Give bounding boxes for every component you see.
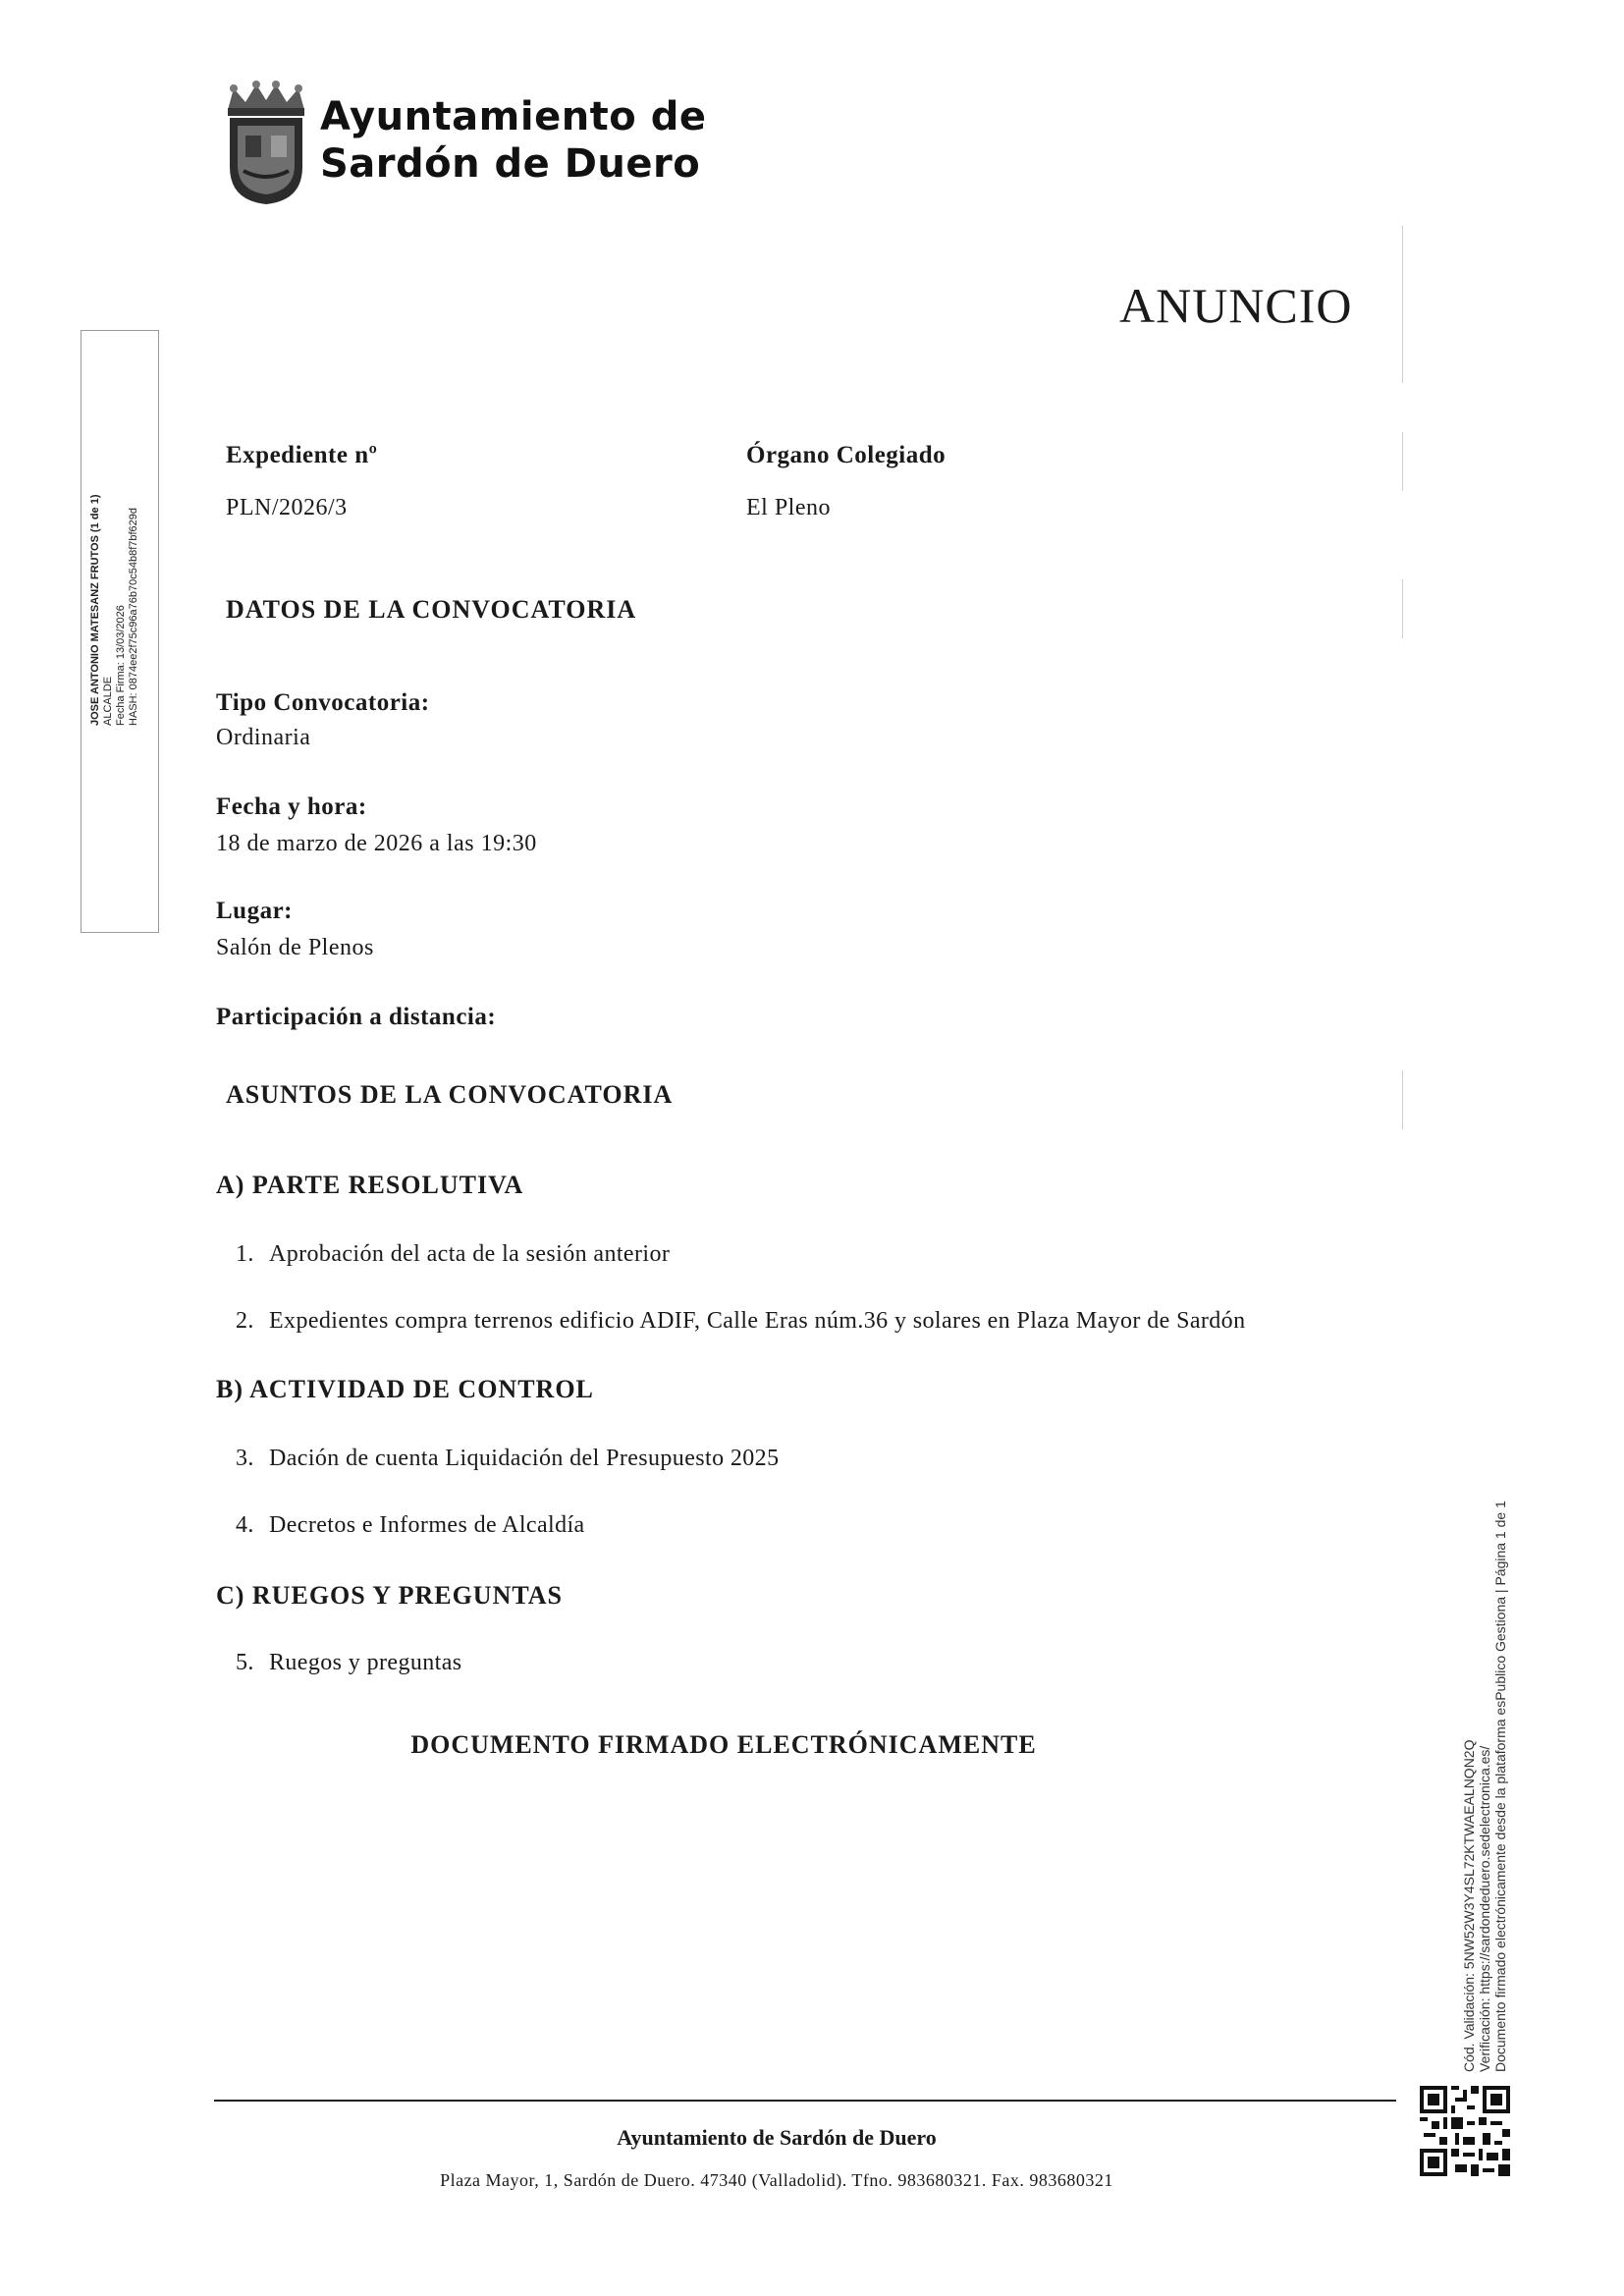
item-number: 3.: [236, 1446, 254, 1471]
item-number: 2.: [236, 1308, 254, 1334]
validation-url: Verificación: https://sardondeduero.sedelectronica.es/: [1477, 1745, 1492, 2072]
distancia-label: Participación a distancia:: [216, 1004, 497, 1030]
item-text: Decretos e Informes de Alcaldía: [269, 1512, 585, 1538]
header-logo: [224, 81, 707, 206]
item-number: 5.: [236, 1650, 254, 1675]
footer-rule: [214, 2100, 1396, 2102]
validation-code: Cód. Validación: 5NW52W3Y4SL72KTWAEALNQN2Q: [1461, 1739, 1477, 2072]
item-text: Dación de cuenta Liquidación del Presupuesto 2025: [269, 1446, 780, 1471]
item-text: Aprobación del acta de la sesión anterior: [269, 1241, 671, 1267]
edge-mark: [1402, 226, 1403, 383]
edge-mark: [1402, 1070, 1403, 1129]
footer-address: [0, 2170, 1624, 2191]
organo-value: El Pleno: [746, 495, 831, 520]
lugar-value: Salón de Plenos: [216, 935, 374, 960]
list-item: [236, 1650, 462, 1676]
tipo-value: Ordinaria: [216, 725, 311, 750]
signature-stamp: [81, 330, 159, 933]
organo-label: Órgano Colegiado: [746, 442, 947, 468]
item-text: Expedientes compra terrenos edificio ADIF, Calle Eras núm.36 y solares en Plaza Mayor de Sardón: [269, 1308, 1246, 1334]
fecha-value: 18 de marzo de 2026 a las 19:30: [216, 831, 537, 856]
stamp-role: ALCALDE: [102, 676, 114, 726]
document-title: ANUNCIO: [1119, 278, 1353, 333]
asuntos-heading: ASUNTOS DE LA CONVOCATORIA: [226, 1080, 674, 1109]
datos-heading: DATOS DE LA CONVOCATORIA: [226, 595, 637, 624]
coat-of-arms-icon: [224, 81, 308, 206]
org-name-line2: Sardón de Duero: [320, 141, 701, 187]
tipo-label: Tipo Convocatoria:: [216, 689, 430, 716]
expediente-value: PLN/2026/3: [226, 495, 348, 520]
stamp-date: Fecha Firma: 13/03/2026: [115, 605, 127, 726]
footer-address-text: Plaza Mayor, 1, Sardón de Duero. 47340 (Valladolid). Tfno. 983680321. Fax. 983680321: [440, 2170, 1113, 2190]
section-title: A) PARTE RESOLUTIVA: [216, 1171, 524, 1199]
item-number: 4.: [236, 1512, 254, 1538]
signed-notice-text: DOCUMENTO FIRMADO ELECTRÓNICAMENTE: [410, 1730, 1037, 1759]
edge-mark: [1402, 432, 1403, 491]
list-item: [236, 1241, 670, 1268]
fecha-label: Fecha y hora:: [216, 793, 367, 820]
list-item: [236, 1512, 585, 1539]
footer-org-name: [0, 2125, 1624, 2151]
footer-org-name-text: Ayuntamiento de Sardón de Duero: [617, 2125, 937, 2150]
validation-note: Documento firmado electrónicamente desde la plataforma esPublico Gestiona | Página 1 de 1: [1492, 1501, 1508, 2072]
signature-stamp-text: [89, 431, 140, 726]
item-text: Ruegos y preguntas: [269, 1650, 462, 1675]
stamp-hash: HASH: 0874ee2f75c96a76b70c54b8f7bf629d: [128, 507, 139, 726]
section-title: C) RUEGOS Y PREGUNTAS: [216, 1581, 564, 1610]
org-name-line1: Ayuntamiento de: [320, 94, 707, 139]
expediente-label: Expediente nº: [226, 442, 378, 468]
edge-mark: [1402, 579, 1403, 638]
list-item: [236, 1308, 1245, 1335]
section-title: B) ACTIVIDAD DE CONTROL: [216, 1375, 594, 1403]
item-number: 1.: [236, 1241, 254, 1267]
list-item: [236, 1446, 779, 1472]
lugar-label: Lugar:: [216, 898, 293, 924]
signed-notice: [0, 1730, 1624, 1760]
validation-block: [1461, 1434, 1508, 2072]
stamp-signer: JOSE ANTONIO MATESANZ FRUTOS (1 de 1): [89, 494, 101, 726]
